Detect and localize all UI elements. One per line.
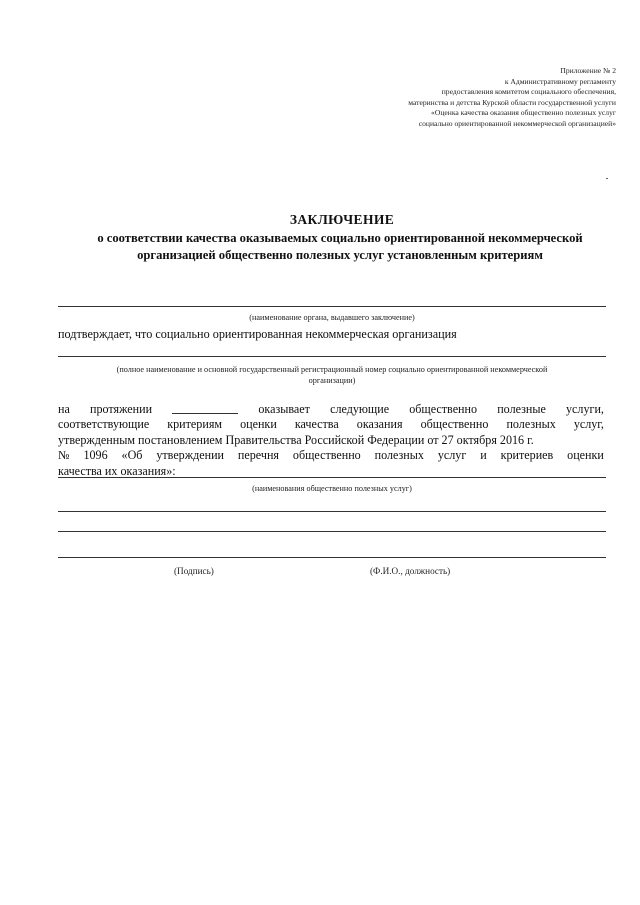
period-blank-field[interactable] bbox=[172, 402, 238, 414]
organization-caption-line-2: организации) bbox=[308, 375, 356, 385]
name-position-label: (Ф.И.О., должность) bbox=[370, 566, 451, 576]
document-subtitle bbox=[40, 230, 640, 264]
word: полезные bbox=[497, 402, 546, 416]
organ-name-field[interactable] bbox=[58, 306, 606, 307]
word: услуги, bbox=[566, 402, 604, 416]
word: качества bbox=[294, 417, 339, 432]
appendix-header bbox=[316, 66, 616, 130]
word: на bbox=[58, 402, 70, 416]
organization-caption-line-1: (полное наименование и основной государственный регистрационный номер социально ориентированной некоммерческой bbox=[116, 365, 548, 374]
word: следующие bbox=[330, 402, 390, 416]
appendix-line: социально ориентированной некоммерческой организацией» bbox=[418, 118, 616, 128]
word: 1096 bbox=[83, 448, 108, 463]
appendix-line: предоставления комитетом социального обеспечения, bbox=[441, 87, 616, 97]
word: протяжении bbox=[89, 402, 153, 416]
word: № bbox=[58, 448, 70, 463]
word: полезных bbox=[506, 417, 556, 432]
word: услуг, bbox=[573, 417, 604, 432]
subtitle-line-2: организацией общественно полезных услуг установленным критериям bbox=[137, 248, 543, 262]
word: услуг bbox=[437, 448, 467, 463]
services-field-line-1[interactable] bbox=[58, 477, 606, 478]
word: оказания bbox=[356, 417, 403, 432]
paragraph-row-2 bbox=[58, 417, 604, 432]
word: общественно bbox=[292, 448, 361, 463]
services-caption: (наименования общественно полезных услуг) bbox=[252, 484, 412, 493]
word: критериев bbox=[500, 448, 554, 463]
scan-speck bbox=[606, 178, 608, 179]
confirms-text: подтверждает, что социально ориентированная некоммерческая организация bbox=[58, 327, 457, 341]
word: оценки bbox=[240, 417, 277, 432]
main-paragraph bbox=[58, 402, 604, 479]
signature-label: (Подпись) bbox=[174, 566, 214, 576]
organ-name-caption: (наименование органа, выдавшего заключение) bbox=[249, 313, 415, 322]
paragraph-row-3: утвержденным постановлением Правительства Российской Федерации от 27 октября 2016 г. bbox=[58, 432, 534, 447]
word: перечня bbox=[237, 448, 279, 463]
word: общественно bbox=[420, 417, 489, 432]
services-field-line-4[interactable] bbox=[58, 557, 606, 558]
word: утверждении bbox=[156, 448, 225, 463]
paragraph-row-1 bbox=[58, 402, 604, 417]
word: «Об bbox=[121, 448, 143, 463]
paragraph-row-5: качества их оказания»: bbox=[58, 463, 176, 478]
document-title: ЗАКЛЮЧЕНИЕ bbox=[289, 212, 395, 227]
appendix-line: Приложение № 2 bbox=[560, 66, 616, 75]
word: полезных bbox=[374, 448, 424, 463]
appendix-line: «Оценка качества оказания общественно полезных услуг bbox=[431, 108, 616, 118]
organization-caption bbox=[58, 365, 606, 386]
word: общественно bbox=[409, 402, 478, 416]
appendix-line: материнства и детства Курской области государственной услуги bbox=[408, 97, 616, 107]
services-field-line-3[interactable] bbox=[58, 531, 606, 532]
word: критериям bbox=[167, 417, 223, 432]
paragraph-row-4 bbox=[58, 448, 604, 463]
word: оказывает bbox=[258, 402, 310, 416]
organization-name-field[interactable] bbox=[58, 356, 606, 357]
subtitle-line-1: о соответствии качества оказываемых социально ориентированной некоммерческой bbox=[97, 231, 583, 245]
word: оценки bbox=[567, 448, 604, 463]
word: и bbox=[480, 448, 487, 463]
services-field-line-2[interactable] bbox=[58, 511, 606, 512]
appendix-line: к Административному регламенту bbox=[504, 76, 616, 86]
word: соответствующие bbox=[58, 417, 150, 432]
